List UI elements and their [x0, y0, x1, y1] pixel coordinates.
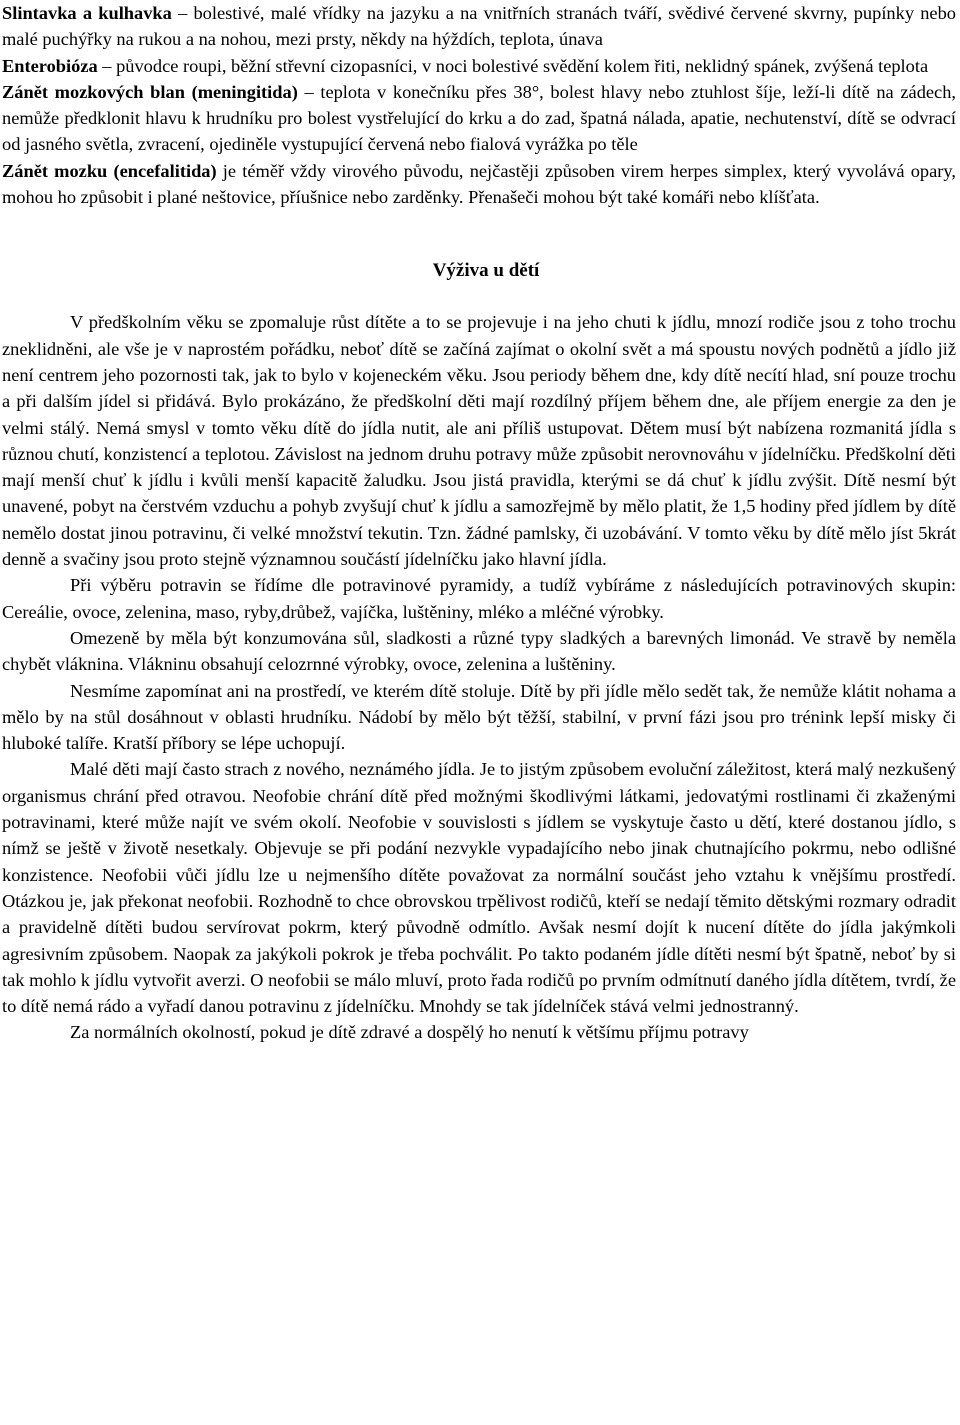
paragraph: Malé děti mají často strach z nového, neznámého jídla. Je to jistým způsobem evoluční záležitost, která malý nezkušený organismus chrání před otravou. Neofobie chrání dítě před možnými škodlivými látkami, jedovatými rostlinami či zkaženými potravinami, které může najít ve svém okolí. Neofobie v souvislosti s jídlem se vyskytuje často u dětí, které dostanou jídlo, s nímž se ještě v životě nesetkaly. Objevuje se při podání nezvykle vypadajícího nebo jinak chutnajícího pokrmu, nebo odlišné konzistence. Neofobii vůči jídlu lze u nejmenšího dítěte považovat za normální součást jeho vztahu k vnějšímu prostředí. Otázkou je, jak překonat neofobii. Rozhodně to chce obrovskou trpělivost rodičů, kteří se nedají těmito dětskými rozmary odradit a pravidelně dítěti budou servírovat pokrm, který původně odmítlo. Avšak nesmí dojít k nucení dítěte do jídla jakýmkoli agresivním způsobem. Naopak za jakýkoli pokrok je třeba pochválit. Po takto podaném jídle dítěti nesmí být špatně, neboť by si tak mohlo k jídlu vytvořit averzi. O neofobii se málo mluví, proto řada rodičů po prvním odmítnutí daného jídla dítětem, tvrdí, že to dítě nemá rádo a vyřadí danou potravinu z jídelníčku. Mnohdy se tak jídelníček stává velmi jednostranný. [2, 759, 957, 1017]
paragraph: Za normálních okolností, pokud je dítě zdravé a dospělý ho nenutí k většímu příjmu potravy [70, 1022, 749, 1043]
article-body [2, 309, 956, 1045]
entry-encephalitis [2, 158, 956, 211]
entry-description: je téměř vždy virového původu, nejčastěji způsoben virem herpes simplex, který vyvolává opary, mohou ho způsobit i plané neštovice, příušnice nebo zarděnky. Přenašeči mohou být také komáři nebo klíšťata. [2, 160, 956, 208]
entry-term: Slintavka a kulhavka [2, 3, 172, 23]
entry-term: Zánět mozkových blan (meningitida) [2, 81, 298, 102]
document-page [2, 0, 956, 1046]
spacer [2, 284, 956, 309]
entry-description: – původce roupi, běžní střevní cizopasníci, v noci bolestivé svědění kolem řiti, neklidný spánek, zvýšená teplota [97, 55, 929, 76]
disease-entries [2, 0, 956, 210]
entry-hand-foot-mouth [2, 0, 956, 53]
entry-meningitis [2, 79, 956, 158]
paragraph: Omezeně by měla být konzumována sůl, sladkosti a různé typy sladkých a barevných limonád. Ve stravě by neměla chybět vláknina. Vlákninu obsahují celozrnné výrobky, ovoce, zelenina a luštěniny. [2, 627, 956, 675]
spacer [2, 210, 956, 258]
entry-enterobiosis [2, 53, 956, 79]
paragraph: V předškolním věku se zpomaluje růst dítěte a to se projevuje i na jeho chuti k jídlu, mnozí rodiče jsou z toho trochu zneklidněni, ale vše je v naprostém pořádku, neboť dítě se začíná zajímat o okolní svět a má spoustu nových podnětů a jídlo již není centrem jeho pozornosti tak, jak to bylo v kojeneckém věku. Jsou periody během dne, kdy dítě necítí hlad, sní pouze trochu a při dalším jídel si přidává. Bylo prokázáno, že předškolní děti mají rozdílný příjem během dne, ale příjem energie za den je velmi stálý. Nemá smysl v tomto věku dítě do jídla nutit, ale ani příliš ustupovat. Dětem musí být nabízena rozmanitá jídla s různou chutí, konzistencí a teplotou. Závislost na jednom druhu potravy může způsobit nerovnováhu v jídelníčku. Předškolní děti mají menší chuť k jídlu i kvůli menší kapacitě žaludku. Jsou jistá pravidla, kterými se dá chuť k jídlu zvýšit. Dítě nesmí být unavené, pobyt na čerstvém vzduchu a pohyb zvyšují chuť k jídlu a samozřejmě by mělo platit, že 1,5 hodiny před jídlem by dítě nemělo dostat jinou potravinu, či velké množství tekutin. Tzn. žádné pamlsky, či uzobávání. V tomto věku by dítě mělo jíst 5krát denně a svačiny jsou proto stejně významnou součástí jídelníčku jako hlavní jídla. [2, 312, 956, 570]
entry-description: – teplota v konečníku přes 38°, bolest hlavy nebo ztuhlost šíje, leží-li dítě na zádech, nemůže předklonit hlavu k hrudníku pro bolest vystřelující do krku a do zad, špatná nálada, apatie, nechutenství, dítě se odvrací od jasného světla, zvracení, ojediněle vystupující červená nebo fialová vyrážka po těle [2, 81, 957, 155]
paragraph: Nesmíme zapomínat ani na prostředí, ve kterém dítě stoluje. Dítě by při jídle mělo sedět tak, že nemůže klátit nohama a mělo by na stůl dosáhnout v oblasti hrudníku. Nádobí by mělo být těžší, stabilní, v první fázi jsou pro trénink lepší misky či hluboké talíře. Kratší příbory se lépe uchopují. [2, 680, 956, 754]
section-heading: Výživa u dětí [432, 260, 540, 282]
entry-description: – bolestivé, malé vřídky na jazyku a na vnitřních stranách tváří, svědivé červené skvrny, pupínky nebo malé puchýřky na rukou a na nohou, mezi prsty, někdy na hýždích, teplota, únava [2, 3, 956, 50]
entry-term: Enterobióza [2, 55, 98, 76]
paragraph: Při výběru potravin se řídíme dle potravinové pyramidy, a tudíž vybíráme z následujících potravinových skupin: Cereálie, ovoce, zelenina, maso, ryby,drůbež, vajíčka, luštěniny, mléko a mléčné výrobky. [2, 575, 956, 622]
entry-term: Zánět mozku (encefalitida) [2, 160, 217, 181]
